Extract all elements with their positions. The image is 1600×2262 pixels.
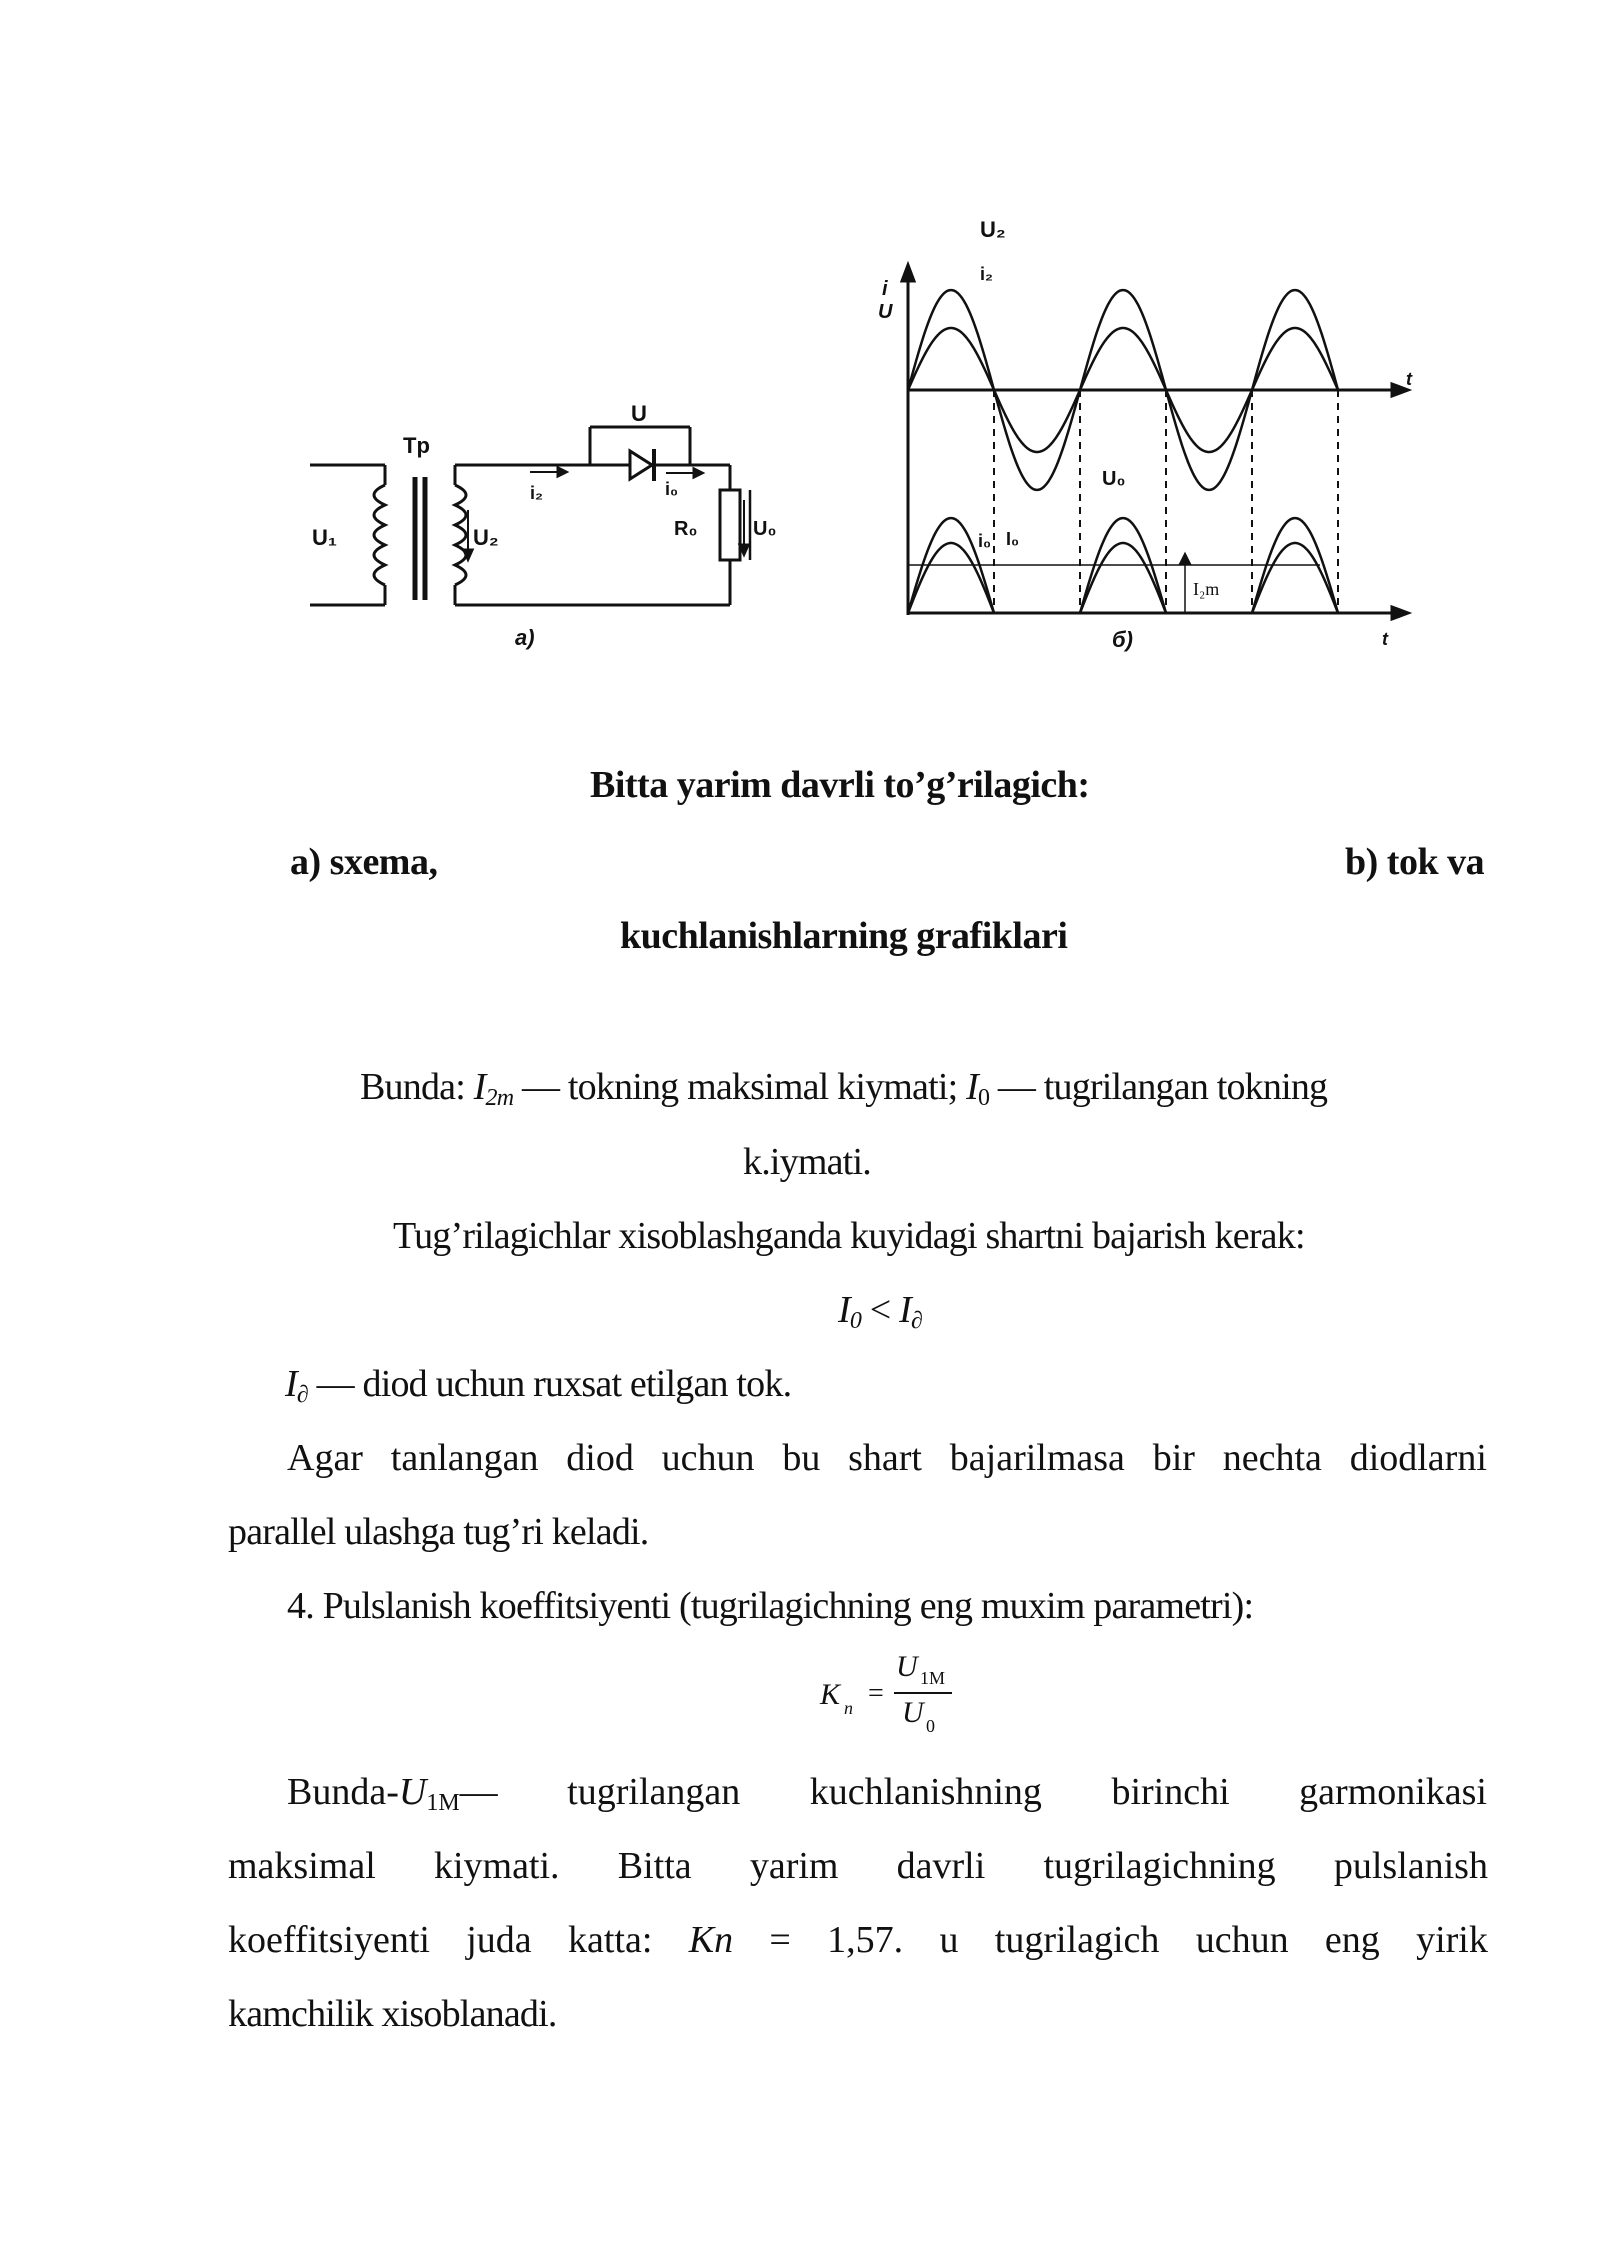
diode-symbol [630,451,652,479]
symbol-i0-sub: 0 [977,1085,990,1111]
label-sub-a: a) [515,625,535,650]
label-u-diode: U [631,401,647,426]
symbol-i: I [473,1066,486,1108]
label-tp: Tp [403,433,430,458]
label-u2: U₂ [473,525,499,550]
symbol-i2m-sub: 2m [485,1085,514,1111]
label-graph-i2m: I₂m [1193,579,1220,599]
bunda-line1-cont: k.iymati. [743,1141,871,1183]
formula-den-sub: 0 [926,1716,935,1736]
formula-rhs: I [899,1289,911,1331]
formula-k: K [820,1678,841,1711]
rectifier-figure [290,215,1430,675]
label-u1: U₁ [312,525,337,550]
bunda-prefix: Bunda: [360,1066,474,1108]
label-u0: U₀ [753,518,777,540]
agar-line2: parallel ulashga tug’ri keladi. [228,1511,649,1553]
label-r0: R₀ [674,518,698,540]
period-markers [994,390,1338,613]
bunda2-line1: Bunda-$U_{1M}—$ tugrilangan kuchlanishning birinchi garmonikasi [287,1771,1487,1816]
formula-den: U [902,1696,924,1729]
label-sub-b: б) [1112,627,1133,652]
formula-lhs-sub: 0 [849,1308,862,1334]
label-graph-i0-level: I₀ [1006,529,1020,549]
label-graph-i0-curve: i₀ [978,531,992,551]
bunda-line1 [360,1065,1327,1112]
label-graph-u2: U₂ [980,217,1006,242]
diod-symbol-sub: ∂ [296,1382,308,1408]
load-resistor [720,490,740,560]
caption-title: Bitta yarim davrli to’g’rilagich: [590,764,1090,806]
formula-num-sub: 1M [920,1668,946,1688]
caption-part-b: b) tok va [1345,841,1485,883]
label-axis-u: U [878,301,893,323]
formula-rhs-sub: ∂ [910,1308,923,1334]
formula-op: < [861,1289,900,1331]
bunda2-line4: kamchilik xisoblanadi. [228,1993,557,2035]
condition-intro: Tug’rilagichlar xisoblashganda kuyidagi shartni bajarish kerak: [393,1215,1305,1257]
primary-coil [374,485,385,585]
label-i2: i₂ [530,483,543,503]
label-t-bottom: t [1382,629,1388,649]
label-graph-i2: i₂ [980,264,993,284]
diod-text: — diod uchun ruxsat etilgan tok. [307,1363,792,1405]
i0-halfwave [908,543,1338,613]
formula-pulsation [820,1650,960,1740]
diod-symbol: I [285,1363,297,1405]
circuit-schematic [310,427,750,605]
bunda-tail: — tugrilangan tokning [989,1066,1328,1108]
formula-eq: = [868,1678,884,1709]
diod-definition [285,1362,791,1409]
caption-part-a: a) sxema, [290,841,438,883]
symbol-i0: I [966,1066,978,1108]
waveform-graphs [902,265,1408,619]
formula-condition [838,1288,922,1335]
label-t-top: t [1406,369,1412,389]
formula-k-sub: n [844,1698,853,1718]
agar-line1: Agar tanlangan diod uchun bu shart bajarilmasa bir nechta diodlarni [287,1437,1487,1479]
item4-heading: 4. Pulslanish koeffitsiyenti (tugrilagichning eng muxim parametri): [287,1585,1254,1627]
fraction-bar [894,1692,952,1694]
bunda2-line2: maksimal kiymati. Bitta yarim davrli tugrilagichning pulslanish [228,1845,1488,1887]
bunda2-line3: koeffitsiyenti juda katta: Kn = 1,57. u tugrilagich uchun eng yirik [228,1919,1488,1961]
secondary-coil [455,485,466,585]
caption-line3: kuchlanishlarning grafiklari [620,915,1068,957]
label-i0: i₀ [665,479,679,499]
label-graph-u0: U₀ [1102,468,1126,490]
formula-lhs: I [838,1289,850,1331]
figure-svg [290,215,1430,675]
label-axis-i: i [882,278,888,300]
formula-num: U [896,1650,918,1683]
bunda-mid: — tokning maksimal kiymati; [513,1066,967,1108]
